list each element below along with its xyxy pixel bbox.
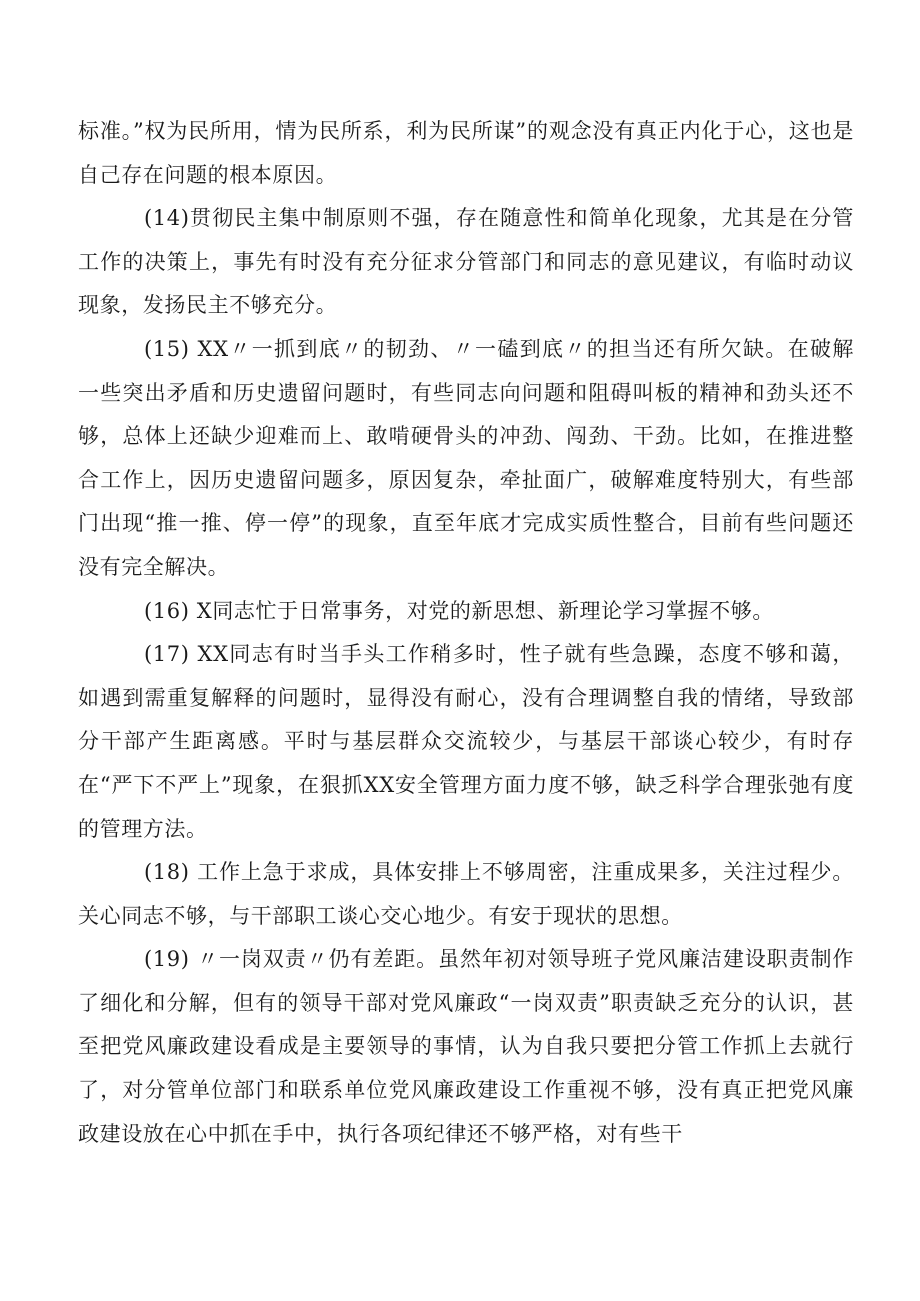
document-body <box>78 110 854 1156</box>
paragraph-item-16: (16) X同志忙于日常事务，对党的新思想、新理论学习掌握不够。 <box>144 598 774 623</box>
paragraph-item-19: (19) 〃一岗双责〃仍有差距。虽然年初对领导班子党风廉洁建设职责制作了细化和分解，但有的领导干部对党风廉政“一岗双责”职责缺乏充分的认识，甚至把党风廉政建设看成是主要领导的事情，认为自我只要把分管工作抓上去就行了，对分管单位部门和联系单位党风廉政建设工作重视不够，没有真正把党风廉政建设放在心中抓在手中，执行各项纪律还不够严格，对有些干 <box>78 947 854 1146</box>
paragraph-item-17: (17) XX同志有时当手头工作稍多时，性子就有些急躁，态度不够和蔼，如遇到需重复解释的问题时，显得没有耐心，没有合理调整自我的情绪，导致部分干部产生距离感。平时与基层群众交流较少，与基层干部谈心较少，有时存在“严下不严上”现象，在狠抓XX安全管理方面力度不够，缺乏科学合理张弛有度的管理方法。 <box>78 642 854 841</box>
paragraph-item-15: (15) XX〃一抓到底〃的韧劲、〃一磕到底〃的担当还有所欠缺。在破解一些突出矛盾和历史遗留问题时，有些同志向问题和阻碍叫板的精神和劲头还不够，总体上还缺少迎难而上、敢啃硬骨头的冲劲、闯劲、干劲。比如，在推进整合工作上，因历史遗留问题多，原因复杂，牵扯面广，破解难度特别大，有些部门出现“推一推、停一停”的现象，直至年底才完成实质性整合，目前有些问题还没有完全解决。 <box>78 336 854 579</box>
paragraph-item-18: (18) 工作上急于求成，具体安排上不够周密，注重成果多，关注过程少。关心同志不够，与干部职工谈心交心地少。有安于现状的思想。 <box>78 860 854 928</box>
paragraph-continuation: 标准。”权为民所用，情为民所系，利为民所谋”的观念没有真正内化于心，这也是自己存在问题的根本原因。 <box>78 119 854 187</box>
paragraph-item-14: (14)贯彻民主集中制原则不强，存在随意性和简单化现象，尤其是在分管工作的决策上，事先有时没有充分征求分管部门和同志的意见建议，有临时动议现象，发扬民主不够充分。 <box>78 206 854 318</box>
